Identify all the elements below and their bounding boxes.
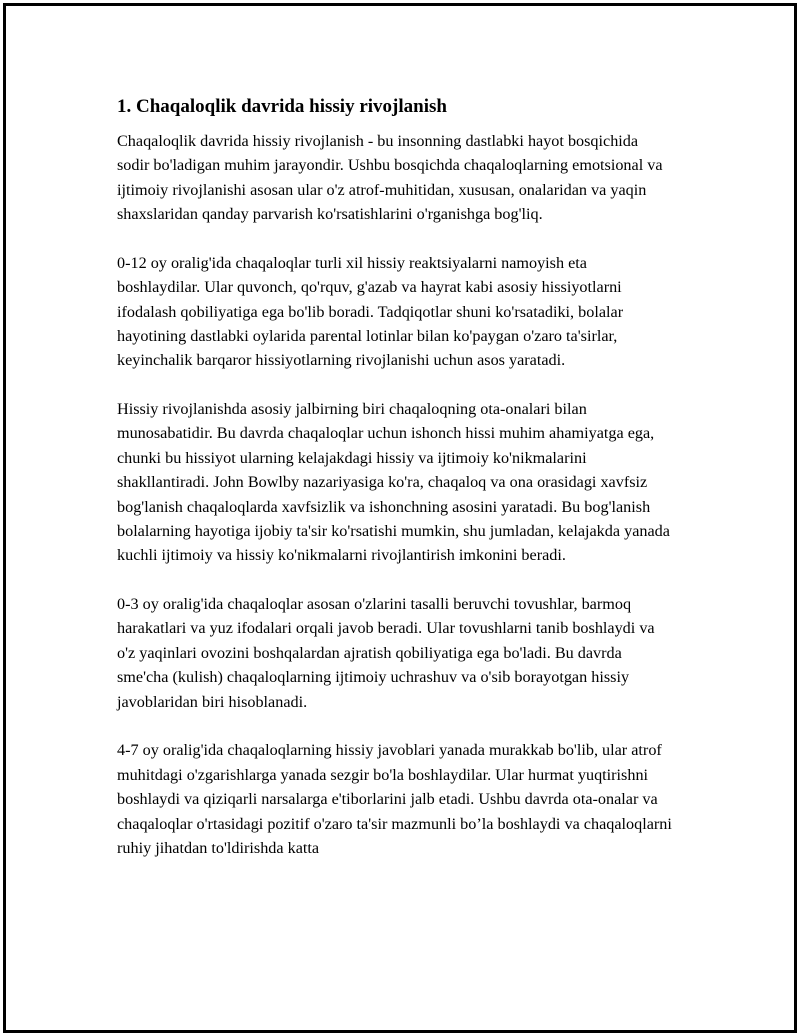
section-heading: 1. Chaqaloqlik davrida hissiy rivojlanish [117,96,447,117]
paragraph: Hissiy rivojlanishda asosiy jalbirning biri chaqaloqning ota-onalari bilan munosabatidir. Bu davrda chaqaloqlar uchun ishonch hissi muhim ahamiyatga ega, chunki bu hissiyot ularning kelajakdagi hissiy va ijtimoiy ko'nikmalarini shakllantiradi. John Bowlby nazariyasiga ko'ra, chaqaloq va ona orasidagi xavfsiz bog'lanish chaqaloqlarda xavfsizlik va ishonchning asosini yaratadi. Bu bog'lanish bolalarning hayotiga ijobiy ta'sir ko'rsatishi mumkin, shu jumladan, kelajakda yanada kuchli ijtimoiy va hissiy ko'nikmalarni rivojlantirish imkonini beradi. [117,400,670,565]
paragraph: 0-12 oy oralig'ida chaqaloqlar turli xil hissiy reaktsiyalarni namoyish eta boshlaydilar. Ular quvonch, qo'rquv, g'azab va hayrat kabi asosiy hissiyotlarni ifodalash qobiliyatiga ega bo'lib boradi. Tadqiqotlar shuni ko'rsatadiki, bolalar hayotining dastlabki oylarida parental lotinlar bilan ko'paygan o'zaro ta'sirlar, keyinchalik barqaror hissiyotlarning rivojlanishi uchun asos yaratadi. [117,253,624,370]
paragraph: 4-7 oy oralig'ida chaqaloqlarning hissiy javoblari yanada murakkab bo'lib, ular atrof muhitdagi o'zgarishlarga yanada sezgir bo'la boshlaydilar. Ular hurmat yuqtirishni boshlaydi va qiziqarli narsalarga e'tiborlarini jalb etadi. Ushbu davrda ota-onalar va chaqaloqlar o'rtasidagi pozitif o'zaro ta'sir mazmunli bo’la boshlaydi va chaqaloqlarni ruhiy jihatdan to'ldirishda katta [117,741,672,857]
paragraph: 0-3 oy oralig'ida chaqaloqlar asosan o'zlarini tasalli beruvchi tovushlar, barmoq harakatlari va yuz ifodalari orqali javob beradi. Ular tovushlarni tanib boshlaydi va o'z yaqinlari ovozini boshqalardan ajratish qobiliyatiga ega bo'ladi. Bu davrda sme'cha (kulish) chaqaloqlarning ijtimoiy uchrashuv va o'sib borayotgan hissiy javoblaridan biri hisoblanadi. [117,595,655,711]
document-body [117,95,673,885]
paragraph: Chaqaloqlik davrida hissiy rivojlanish - bu insonning dastlabki hayot bosqichida sodir bo'ladigan muhim jarayondir. Ushbu bosqichda chaqaloqlarning emotsional va ijtimoiy rivojlanishi asosan ular o'z atrof-muhitidan, xususan, onalaridan va yaqin shaxslaridan qanday parvarish ko'rsatishlarini o'rganishga bog'liq. [117,132,663,224]
